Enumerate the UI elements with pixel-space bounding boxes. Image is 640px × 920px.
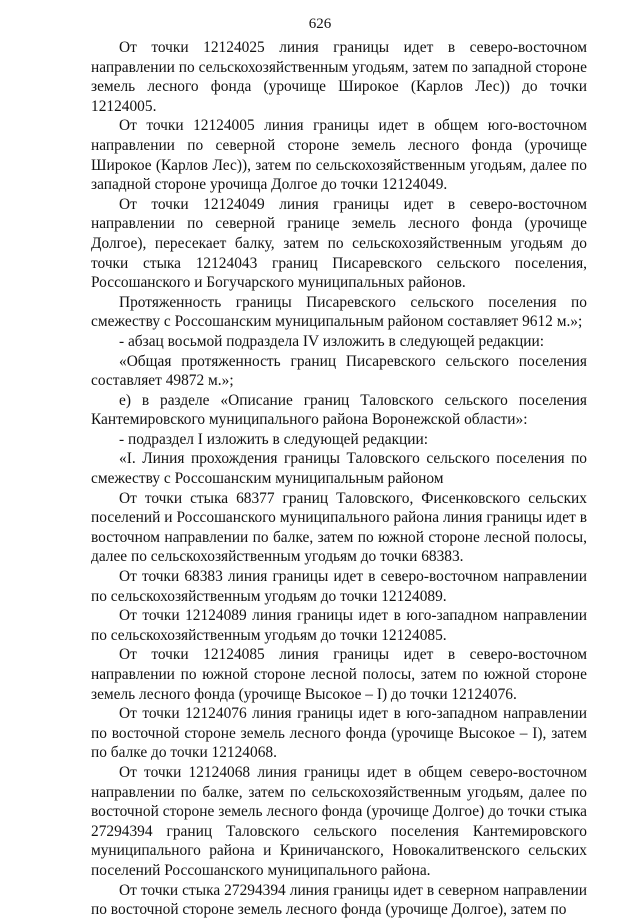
document-body [91,38,587,920]
paragraph: От точки 68383 линия границы идет в северо-восточном направлении по сельскохозяйственным угодьям до точки 12124089. [91,568,587,605]
paragraph: От точки 12124005 линия границы идет в общем юго-восточном направлении по северной стороне земель лесного фонда (урочище Широкое (Карлов Лес)), затем по сельскохозяйственным угодьям, далее по западной стороне урочища Долгое до точки 12124049. [91,117,587,194]
paragraph: От точки стыка 27294394 линия границы идет в северном направлении по восточной стороне земель лесного фонда (урочище Долгое), затем по [91,881,587,919]
paragraph: е) в разделе «Описание границ Таловского сельского поселения Кантемировского муниципального района Воронежской области»: [91,391,587,429]
paragraph: От точки 12124049 линия границы идет в северо-восточном направлении по северной границе земель лесного фонда (урочище Долгое), пересекает балку, затем по сельскохозяйственным угодьям до точки стыка 12124043 границ Писаревского сельского поселения, Россошанского и Богучарского муниципальных районов. [91,195,587,292]
paragraph: - абзац восьмой подраздела IV изложить в следующей редакции: [119,332,544,350]
paragraph: От точки 12124076 линия границы идет в юго-западном направлении по восточной стороне земель лесного фонда (урочище Высокое – I), затем по балке до точки 12124068. [91,705,587,762]
paragraph: От точки стыка 68377 границ Таловского, Фисенковского сельских поселений и Россошанского муниципального района линия границы идет в восточном направлении по балке, затем по южной стороне лесной полосы, далее по сельскохозяйственным угодьям до точки 68383. [91,489,587,566]
section-heading: «I. Линия прохождения границы Таловского сельского поселения по смежеству с Россошанским муниципальным районом [91,450,587,488]
paragraph: От точки 12124089 линия границы идет в юго-западном направлении по сельскохозяйственным угодьям до точки 12124085. [91,607,587,644]
paragraph: Протяженность границы Писаревского сельского поселения по смежеству с Россошанским муниципальным районом составляет 9612 м.»; [91,293,587,331]
paragraph: - подраздел I изложить в следующей редакции: [119,430,429,448]
paragraph: От точки 12124085 линия границы идет в северо-восточном направлении по южной стороне лесной полосы, затем по южной стороне земель лесного фонда (урочище Высокое – I) до точки 12124076. [91,646,587,703]
paragraph: От точки 12124025 линия границы идет в северо-восточном направлении по сельскохозяйственным угодьям, затем по западной стороне земель лесного фонда (урочище Широкое (Карлов Лес)) до точки 12124005. [91,39,587,115]
page-number: 626 [308,16,332,32]
paragraph: От точки 12124068 линия границы идет в общем северо-восточном направлении по балке, затем по сельскохозяйственным угодьям, далее по восточной стороне земель лесного фонда (урочище Долгое) до точки стыка 27294394 границ Таловского сельского поселения Кантемировского муниципального района и Криничанского, Новокалитвенского сельских поселений Россошанского муниципального района. [91,763,587,879]
paragraph: «Общая протяженность границ Писаревского сельского поселения составляет 49872 м.»; [91,352,587,390]
